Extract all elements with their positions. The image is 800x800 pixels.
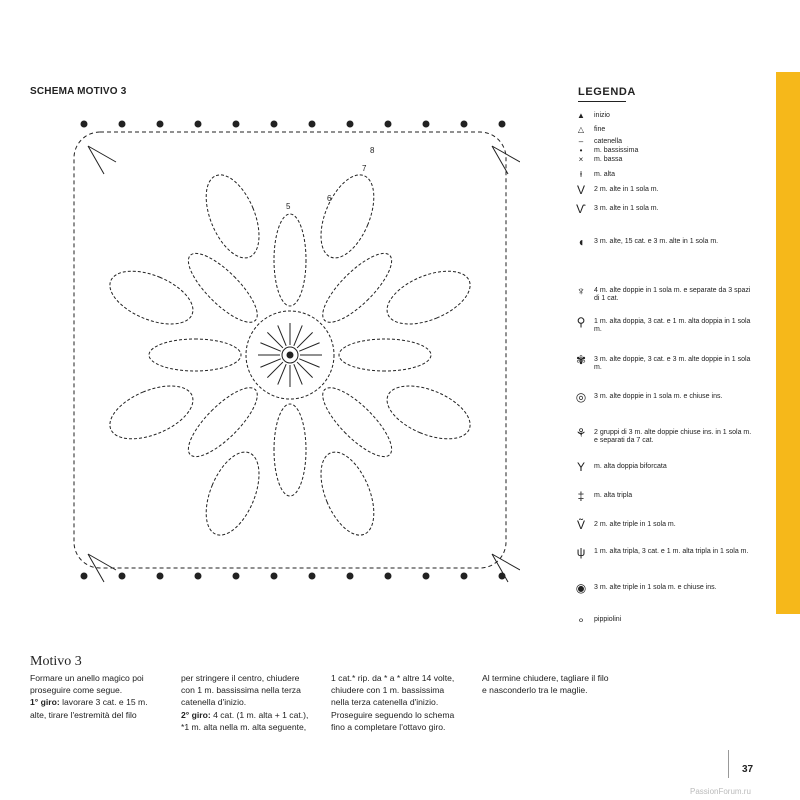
legend-item-label: m. bassissima (594, 147, 639, 154)
instruction-line: *1 m. alta nella m. alta seguente, (181, 721, 307, 732)
picot (157, 573, 163, 579)
picot (423, 573, 429, 579)
corner-fan (492, 554, 520, 582)
picot (423, 121, 429, 127)
round-label: 8 (370, 146, 375, 155)
picot (119, 573, 125, 579)
legend-item-label: 2 gruppi di 3 m. alte doppie chiuse ins. in 1 sola m. e separati da 7 cat. (594, 429, 752, 444)
instruction-line: alte, tirare l'estremità del filo (30, 709, 137, 720)
crochet-chart (60, 110, 520, 590)
stitch-post (278, 325, 286, 345)
petal-loop (179, 378, 267, 466)
legend-item-label: 1 m. alta tripla, 3 cat. e 1 m. alta tripla in 1 sola m. (594, 548, 749, 555)
picot (157, 121, 163, 127)
stitch-post (260, 359, 280, 367)
dtr2-icon: Ṽ (576, 518, 585, 532)
tr-cluster-icon: ◎ (575, 390, 587, 404)
outer-petal (380, 375, 478, 449)
picot (271, 121, 277, 127)
stitch-post (297, 362, 313, 378)
forked-tr-icon: Y (576, 460, 585, 474)
outer-petal (195, 445, 269, 543)
picot (385, 121, 391, 127)
outer-petal (102, 260, 200, 334)
round-label: 5 (286, 202, 291, 211)
single-crochet-icon: × (578, 155, 584, 164)
center-dot (287, 352, 293, 358)
instruction-line: con 1 m. bassissima nella terza (181, 685, 301, 696)
instruction-line: Al termine chiudere, tagliare il filo (482, 673, 609, 683)
double-crochet-icon: ⱡ (580, 170, 582, 179)
round-label: 6 (327, 194, 332, 203)
outer-petal (195, 167, 269, 265)
legend-item-label: 3 m. alte doppie in 1 sola m. e chiuse ins. (594, 393, 723, 400)
legend-item-label: 3 m. alte triple in 1 sola m. e chiuse ins. (594, 584, 717, 591)
petal-loop (179, 244, 267, 332)
double-cluster-icon: ⚘ (575, 426, 587, 440)
instruction-line: Proseguire seguendo lo schema (331, 709, 455, 720)
legend-item-label: 4 m. alte doppie in 1 sola m. e separate da 3 spazi di 1 cat. (594, 287, 751, 302)
dtr-cluster-icon: ◉ (575, 581, 587, 595)
outer-border (74, 132, 506, 568)
picot (499, 573, 505, 579)
picot (347, 573, 353, 579)
watermark: PassionForum.ru (690, 787, 751, 796)
stitch-post (297, 332, 313, 348)
petal-loop (339, 339, 431, 371)
legend-item-label: 2 m. alte triple in 1 sola m. (594, 521, 676, 528)
instruction-line: per stringere il centro, chiudere (181, 673, 300, 683)
petal-loop (274, 404, 306, 496)
outer-petal (310, 445, 384, 543)
legend-item-label: inizio (594, 112, 610, 119)
petal-loop (274, 214, 306, 306)
legend-item-label: 3 m. alte doppie, 3 cat. e 3 m. alte doppie in 1 sola m. (594, 356, 751, 371)
picot (119, 121, 125, 127)
stitch-post (278, 364, 286, 384)
end-triangle-icon: △ (577, 125, 585, 134)
tr-chain-icon: ⚲ (576, 315, 586, 329)
picot (195, 121, 201, 127)
start-triangle-icon: ▲ (577, 111, 585, 120)
picot-icon: ∘ (577, 613, 585, 627)
round-label: 7 (362, 164, 367, 173)
picot (499, 121, 505, 127)
instruction-line: fino a completare l'ottavo giro. (331, 721, 446, 732)
legend-item-label: pippiolini (594, 616, 622, 623)
stitch-post (294, 364, 302, 384)
outer-petal (102, 375, 200, 449)
picot (271, 573, 277, 579)
legend-item-label: 3 m. alte in 1 sola m. (594, 205, 659, 212)
tr-shell-icon: ✾ (575, 353, 587, 367)
instructions-column-4 (482, 672, 622, 696)
legend-title: LEGENDA (578, 86, 636, 98)
legend-item-label: 2 m. alte in 1 sola m. (594, 186, 659, 193)
corner-fan (88, 146, 116, 174)
instructions-column-3 (331, 672, 471, 733)
stitch-post (294, 325, 302, 345)
instruction-line: 2° giro: 4 cat. (1 m. alta + 1 cat.), (181, 709, 309, 720)
instructions-column-1 (30, 672, 170, 721)
picot (233, 573, 239, 579)
petal-loop (149, 339, 241, 371)
dtr-icon: ‡ (577, 489, 585, 503)
picot (461, 121, 467, 127)
picot (81, 573, 87, 579)
corner-fan (88, 554, 116, 582)
instructions-column-2 (181, 672, 321, 733)
stitch-post (267, 332, 283, 348)
petal-loop (313, 378, 401, 466)
legend-item-label: m. alta doppia biforcata (594, 463, 667, 470)
instruction-line: proseguire come segue. (30, 685, 123, 696)
instruction-line: Formare un anello magico poi (30, 673, 144, 683)
stitch-post (299, 359, 319, 367)
instruction-line: e nasconderlo tra le maglie. (482, 685, 588, 696)
cluster-icon: ◖ (577, 235, 585, 249)
legend-underline (578, 101, 626, 102)
stitch-post (260, 343, 280, 351)
schema-title: SCHEMA MOTIVO 3 (30, 86, 127, 97)
outer-petal (310, 167, 384, 265)
chain-icon: – (578, 137, 584, 146)
legend-item-label: 1 m. alta doppia, 3 cat. e 1 m. alta doppia in 1 sola m. (594, 318, 751, 333)
instruction-line: 1° giro: lavorare 3 cat. e 15 m. (30, 697, 148, 708)
picot (461, 573, 467, 579)
legend-item-label: fine (594, 126, 606, 133)
outer-petal (380, 260, 478, 334)
dtr-chain-icon: ψ (576, 545, 586, 559)
instructions-title: Motivo 3 (30, 654, 82, 669)
slip-stitch-icon: • (579, 146, 583, 155)
instruction-line: 1 cat.* rip. da * a * altre 14 volte, (331, 673, 455, 683)
instruction-line: chiudere con 1 m. bassissima (331, 685, 445, 696)
picot (233, 121, 239, 127)
section-tab (776, 72, 800, 614)
legend-item-label: 3 m. alte, 15 cat. e 3 m. alte in 1 sola m. (594, 238, 719, 245)
picot (385, 573, 391, 579)
legend-item-label: m. bassa (594, 156, 623, 163)
petal-loop (313, 244, 401, 332)
instruction-line: catenella d'inizio. (181, 697, 247, 708)
page-number-divider (728, 750, 729, 778)
dc2tog-icon: V (576, 183, 585, 197)
picot (309, 121, 315, 127)
stitch-post (267, 362, 283, 378)
legend-item-label: m. alta (594, 171, 616, 178)
legend-item-label: m. alta tripla (594, 492, 633, 499)
fan-icon: ♆ (576, 284, 586, 298)
stitch-post (299, 343, 319, 351)
instruction-line: nella terza catenella d'inizio. (331, 697, 439, 708)
picot (347, 121, 353, 127)
legend-item-label: catenella (594, 138, 623, 145)
picot (309, 573, 315, 579)
page-number: 37 (742, 764, 754, 775)
picot (81, 121, 87, 127)
dc3tog-icon: Ѵ (576, 202, 586, 216)
picot (195, 573, 201, 579)
